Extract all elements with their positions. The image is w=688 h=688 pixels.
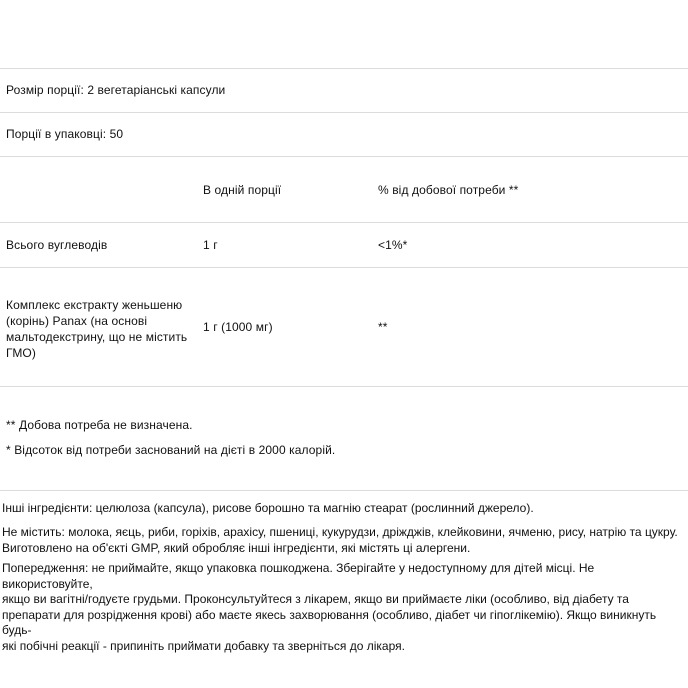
footnote-percent-basis: * Відсоток від потреби заснований на дієті в 2000 калорій. <box>6 443 336 457</box>
divider <box>0 490 688 491</box>
divider <box>0 156 688 157</box>
servings-per-container: Порції в упаковці: 50 <box>6 127 124 141</box>
divider <box>0 267 688 268</box>
nutrient-name: Комплекс екстракту женьшеню (корінь) Panax (на основі мальтодекстрину, що не містить ГМО) <box>6 298 188 360</box>
serving-size: Розмір порції: 2 вегетаріанські капсули <box>6 83 226 97</box>
nutrient-amount: 1 г (1000 мг) <box>203 320 273 334</box>
other-ingredients: Інші інгредієнти: целюлоза (капсула), рисове борошно та магнію стеарат (рослинний джерело). <box>2 501 534 515</box>
column-header-per-serving: В одній порції <box>203 183 282 197</box>
nutrient-amount: 1 г <box>203 238 218 252</box>
nutrient-daily-value: <1%* <box>378 238 408 252</box>
footnote-not-established: ** Добова потреба не визначена. <box>6 418 193 432</box>
divider <box>0 68 688 69</box>
nutrient-daily-value: ** <box>378 320 388 334</box>
divider <box>0 386 688 387</box>
warning-statement: Попередження: не приймайте, якщо упаковка пошкоджена. Зберігайте у недоступному для дітей місці. Не використовуйте, якщо ви вагітні/годуєте грудьми. Проконсультуйтеся з лікарем, якщо ви приймаєте ліки (особливо, від діабету та препарати для розрідження крові) або маєте якесь захворювання (особливо, діабет чи гіпоглікемію). Якщо виникнуть будь- які побічні реакції - припиніть приймати добавку та зверніться до лікаря. <box>2 561 657 653</box>
divider <box>0 112 688 113</box>
allergen-statement: Не містить: молока, яєць, риби, горіхів, арахісу, пшениці, кукурудзи, дріжджів, клейковини, ячменю, рису, натрію та цукру. Виготовлено на об'єкті GMP, який обробляє інші інгредієнти, які містять ці алергени. <box>2 525 678 555</box>
divider <box>0 222 688 223</box>
column-header-daily-value: % від добової потреби ** <box>378 183 519 197</box>
nutrient-name: Всього вуглеводів <box>6 238 108 252</box>
